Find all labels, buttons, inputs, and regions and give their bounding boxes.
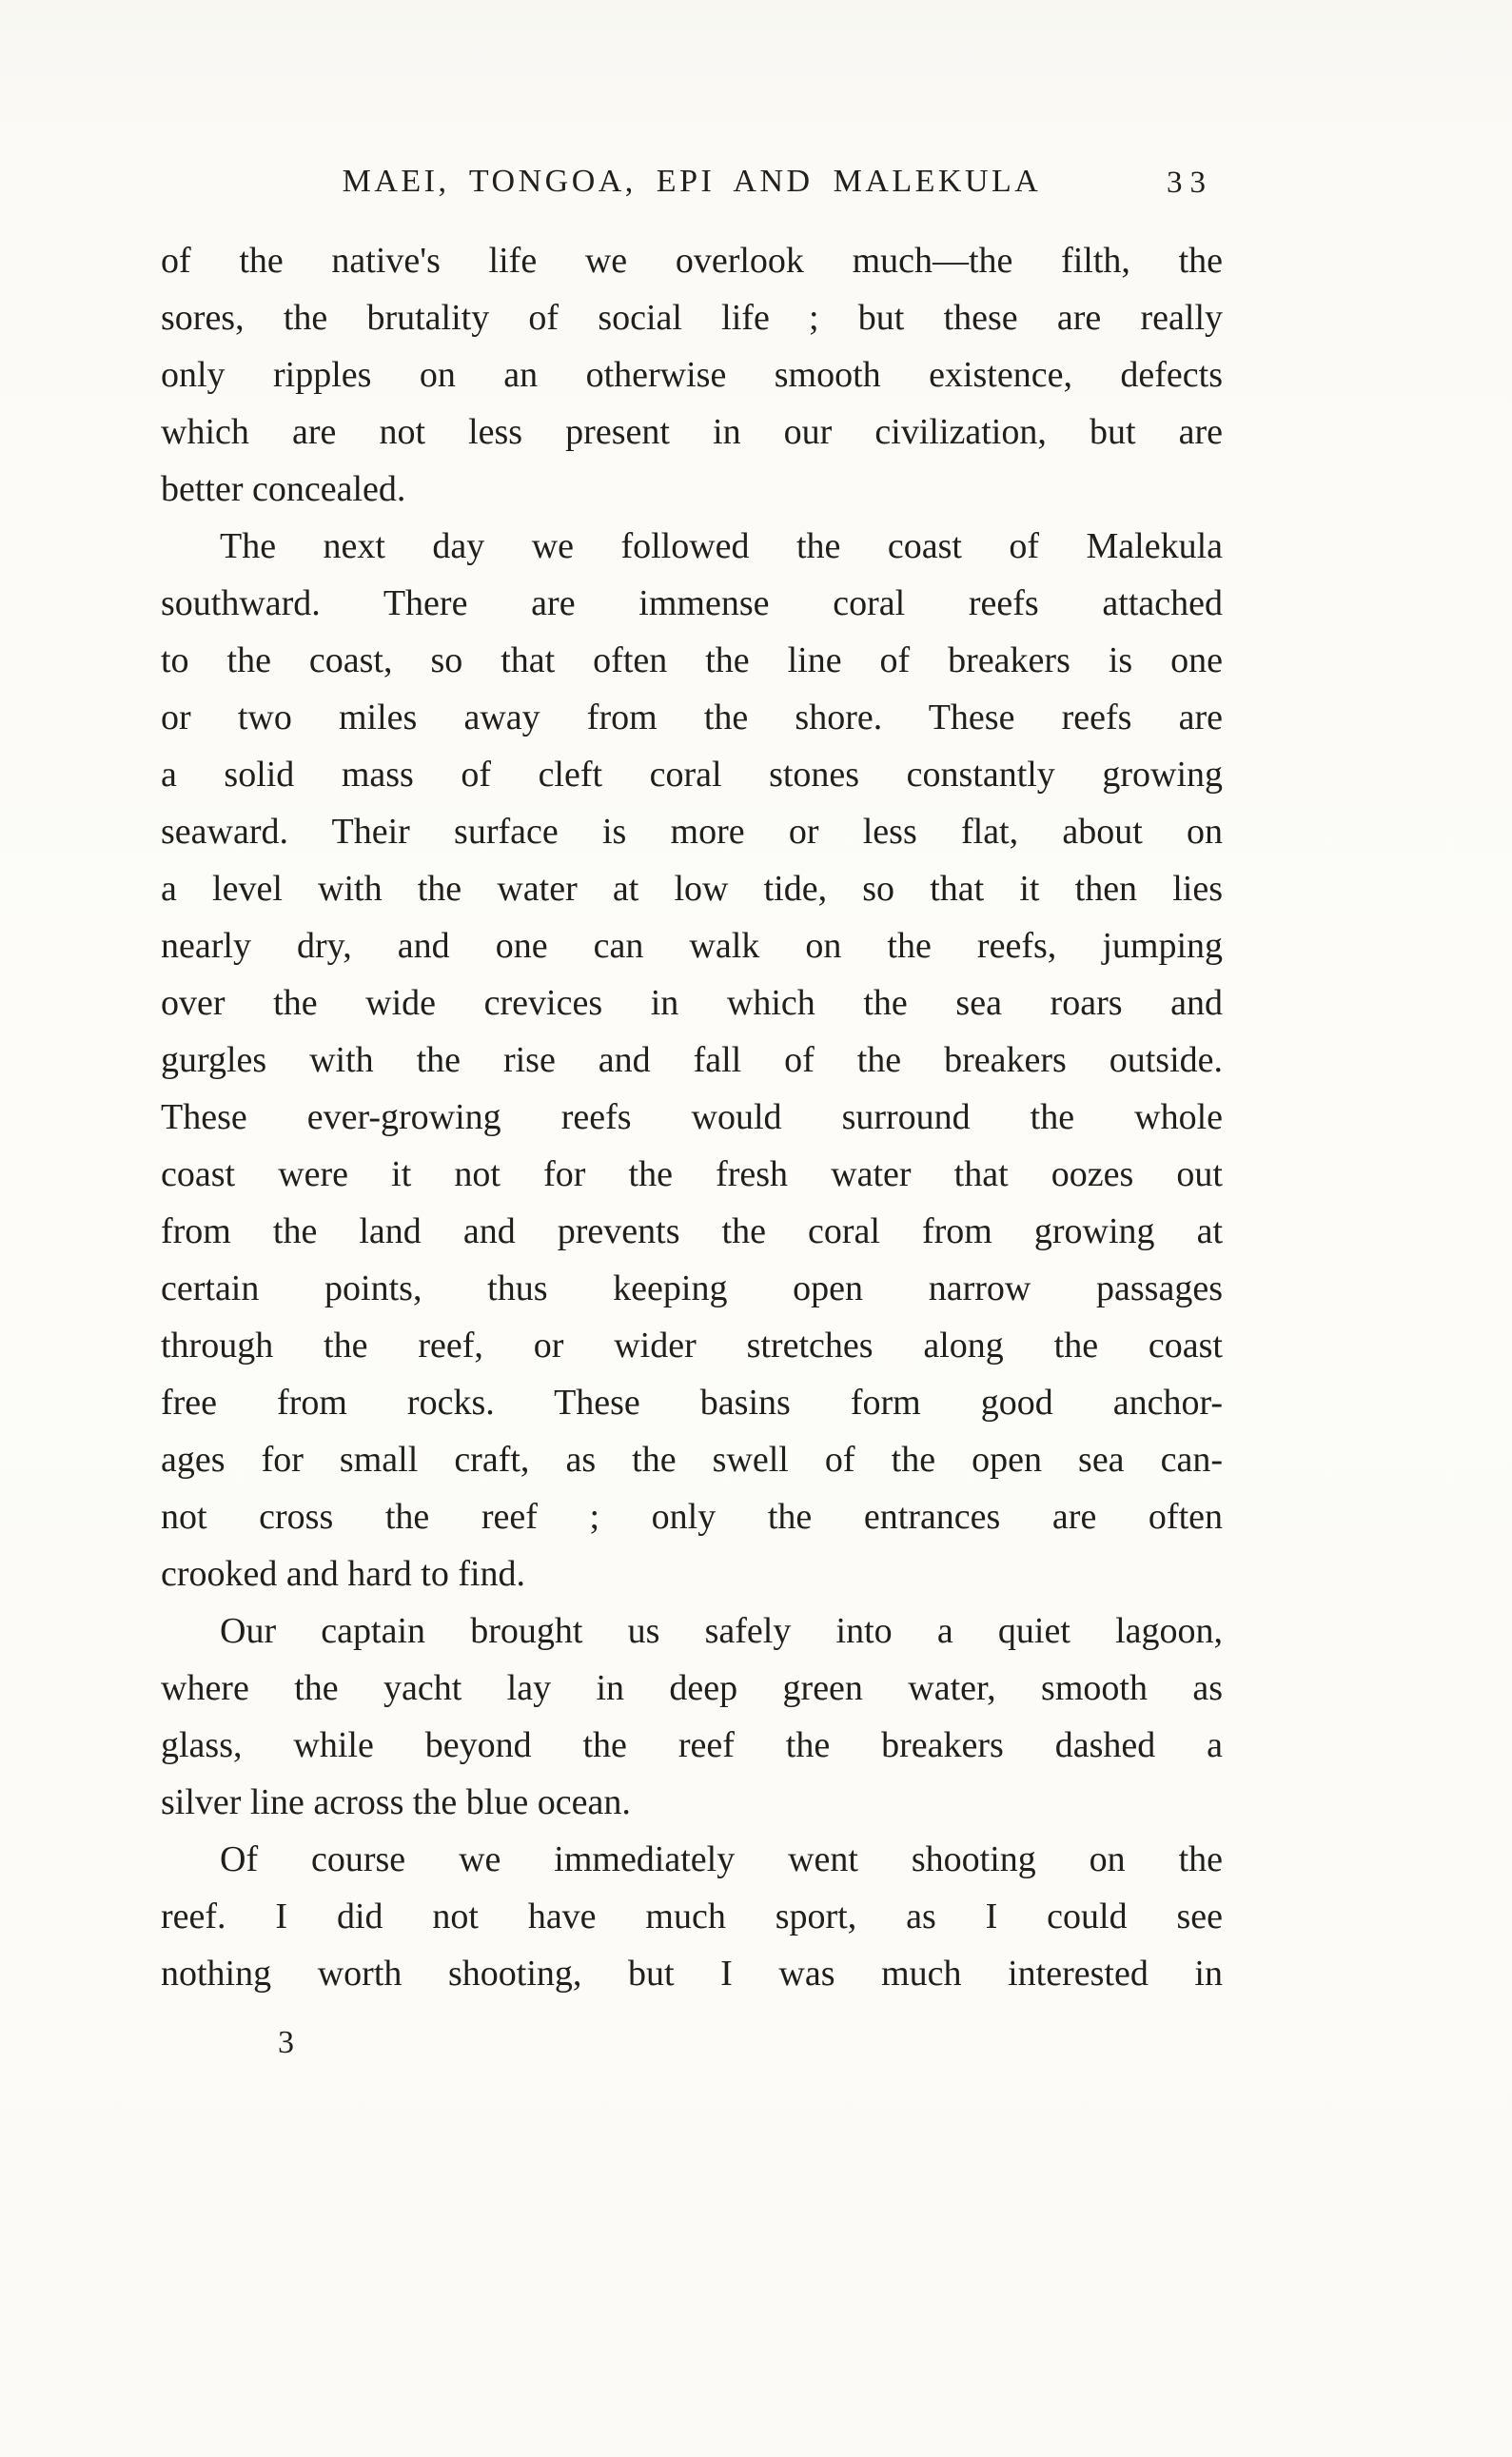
- text-line: of the native's life we overlook much—the filth, the: [161, 241, 1223, 281]
- text-line: from the land and prevents the coral from growing at: [161, 1211, 1223, 1251]
- paragraph: [161, 518, 1223, 1602]
- text-line: coast were it not for the fresh water that oozes out: [161, 1154, 1223, 1194]
- text-line: only ripples on an otherwise smooth existence, defects: [161, 355, 1223, 395]
- page-header: [161, 164, 1223, 209]
- running-title: MAEI, TONGOA, EPI AND MALEKULA: [342, 164, 1042, 199]
- paragraph: [161, 1831, 1223, 2002]
- text-line: nothing worth shooting, but I was much interested in: [161, 1954, 1223, 1994]
- text-line: Of course we immediately went shooting on the: [220, 1839, 1223, 1879]
- text-line: silver line across the blue ocean.: [161, 1782, 631, 1822]
- text-line: nearly dry, and one can walk on the reefs, jumping: [161, 926, 1223, 966]
- text-block: [161, 232, 1223, 2002]
- text-line: The next day we followed the coast of Malekula: [220, 526, 1223, 566]
- text-line: not cross the reef ; only the entrances are often: [161, 1497, 1223, 1537]
- text-line: gurgles with the rise and fall of the breakers outside.: [161, 1040, 1223, 1080]
- text-line: reef. I did not have much sport, as I could see: [161, 1897, 1223, 1936]
- text-line: southward. There are immense coral reefs attached: [161, 583, 1223, 623]
- text-line: sores, the brutality of social life ; but these are really: [161, 298, 1223, 338]
- text-line: seaward. Their surface is more or less flat, about on: [161, 812, 1223, 852]
- text-line: which are not less present in our civilization, but are: [161, 412, 1223, 452]
- text-line: better concealed.: [161, 469, 406, 509]
- text-line: where the yacht lay in deep green water, smooth as: [161, 1668, 1223, 1708]
- text-line: a level with the water at low tide, so that it then lies: [161, 869, 1223, 909]
- signature-mark: 3: [278, 2025, 294, 2060]
- text-line: These ever-growing reefs would surround the whole: [161, 1097, 1223, 1137]
- text-line: ages for small craft, as the swell of the open sea can-: [161, 1440, 1223, 1480]
- text-line: certain points, thus keeping open narrow passages: [161, 1268, 1223, 1308]
- text-line: free from rocks. These basins form good anchor-: [161, 1383, 1223, 1423]
- text-line: a solid mass of cleft coral stones constantly growing: [161, 755, 1223, 795]
- paragraph: [161, 1602, 1223, 1831]
- text-line: glass, while beyond the reef the breakers dashed a: [161, 1725, 1223, 1765]
- text-line: to the coast, so that often the line of breakers is one: [161, 640, 1223, 680]
- text-line: through the reef, or wider stretches along the coast: [161, 1326, 1223, 1366]
- paragraph: [161, 232, 1223, 518]
- text-line: crooked and hard to find.: [161, 1554, 526, 1594]
- text-line: or two miles away from the shore. These reefs are: [161, 698, 1223, 737]
- text-line: Our captain brought us safely into a quiet lagoon,: [220, 1611, 1223, 1651]
- page-number: 33: [1167, 166, 1213, 200]
- text-line: over the wide crevices in which the sea roars and: [161, 983, 1223, 1023]
